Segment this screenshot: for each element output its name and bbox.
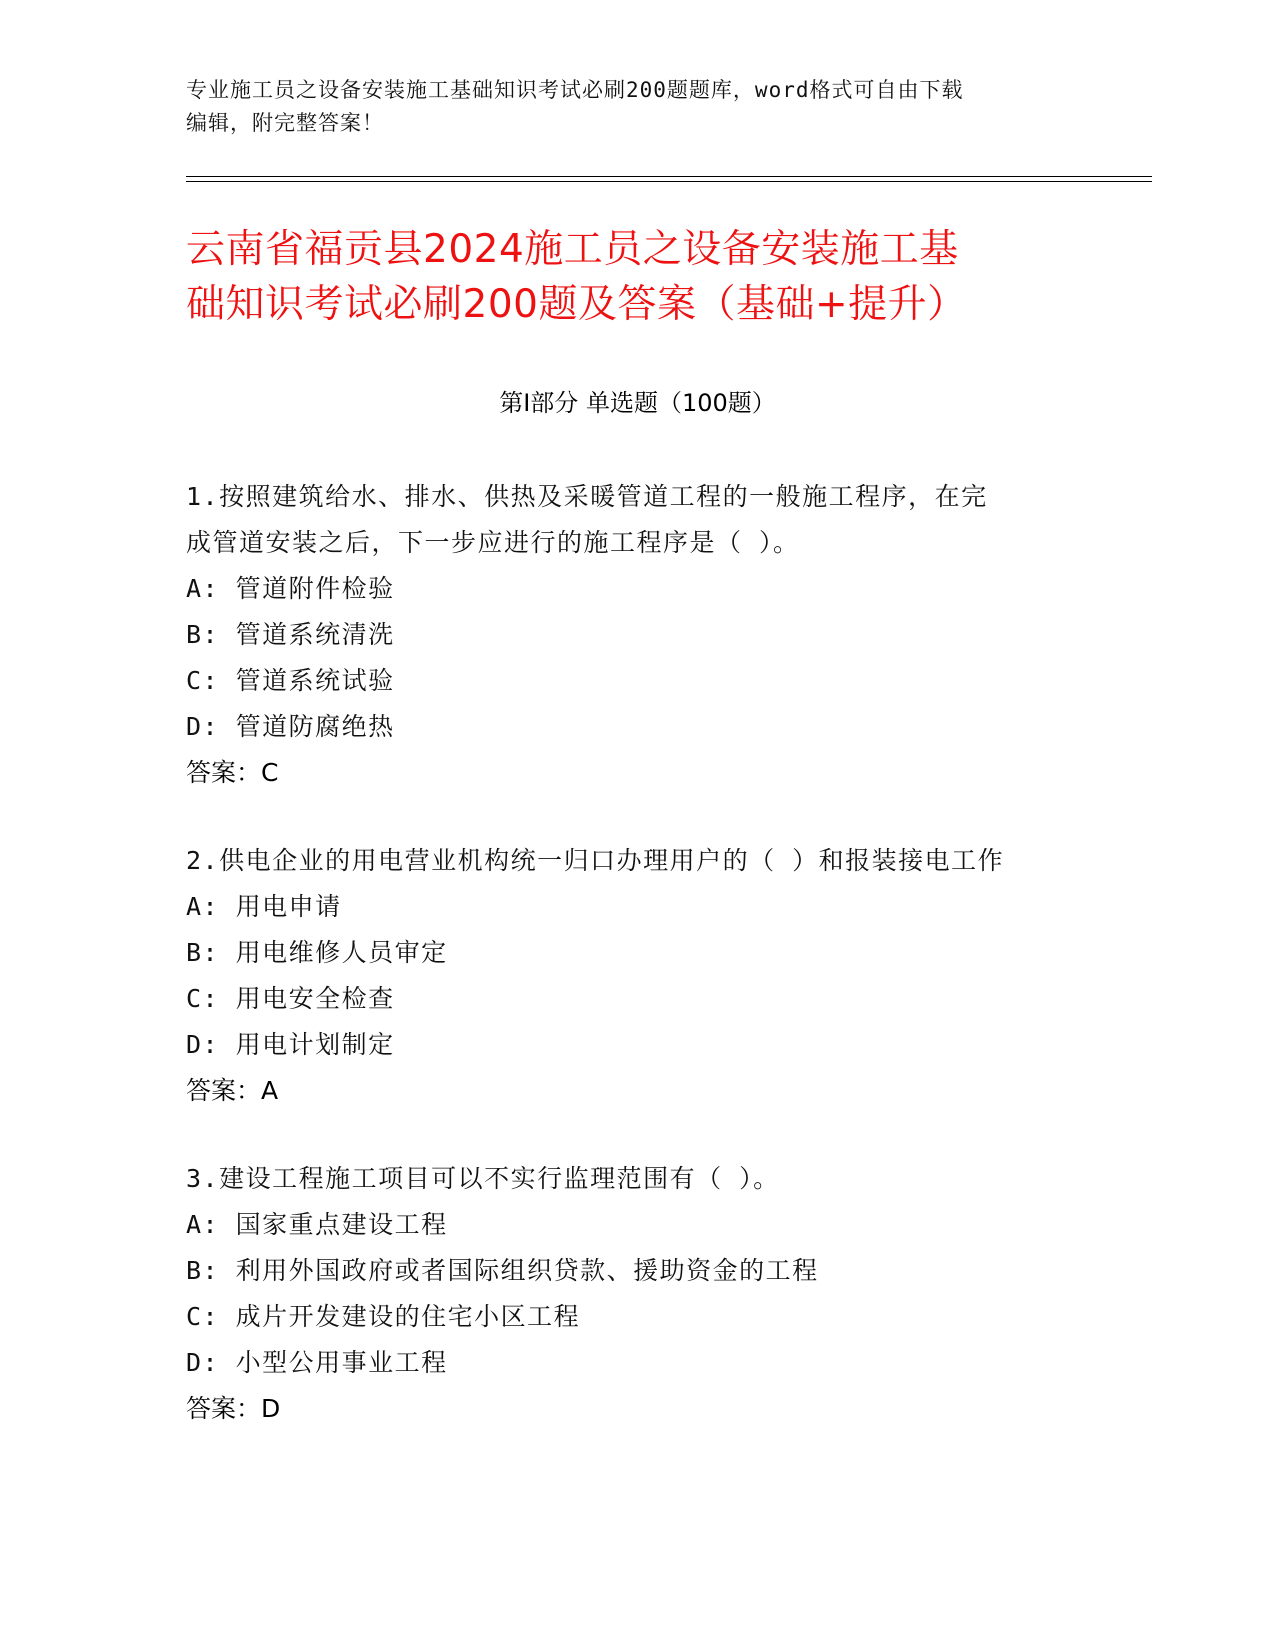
question-stem — [186, 474, 1086, 566]
option-d: D: 用电计划制定 — [186, 1030, 395, 1059]
section-title: 第Ⅰ部分 单选题（100题） — [499, 389, 776, 417]
question-stem — [186, 1156, 1086, 1202]
option-a: A: 国家重点建设工程 — [186, 1210, 448, 1239]
question-stem-line-1: 1.按照建筑给水、排水、供热及采暖管道工程的一般施工程序，在完 — [186, 482, 988, 511]
question-1 — [186, 474, 1086, 796]
option-c: C: 成片开发建设的住宅小区工程 — [186, 1302, 581, 1331]
option-b: B: 管道系统清洗 — [186, 620, 395, 649]
question-2 — [186, 838, 1086, 1114]
header-divider-bottom — [186, 181, 1152, 182]
header-note — [186, 74, 1086, 140]
document-title — [186, 222, 1166, 332]
question-stem — [186, 838, 1086, 884]
option-a: A: 用电申请 — [186, 892, 342, 921]
option-d: D: 管道防腐绝热 — [186, 712, 395, 741]
question-3 — [186, 1156, 1086, 1432]
header-divider-top — [186, 176, 1152, 177]
option-d: D: 小型公用事业工程 — [186, 1348, 448, 1377]
option-c: C: 管道系统试验 — [186, 666, 395, 695]
document-title-line-1: 云南省福贡县2024施工员之设备安装施工基 — [186, 227, 959, 272]
answer: 答案：D — [186, 1394, 281, 1423]
answer: 答案：C — [186, 758, 279, 787]
question-stem-line-1: 2.供电企业的用电营业机构统一归口办理用户的（ ）和报装接电工作 — [186, 846, 1005, 875]
question-stem-line-1: 3.建设工程施工项目可以不实行监理范围有（ ）。 — [186, 1164, 780, 1193]
option-a: A: 管道附件检验 — [186, 574, 395, 603]
question-list — [186, 474, 1086, 1474]
header-note-line-1: 专业施工员之设备安装施工基础知识考试必刷200题题库，word格式可自由下载 — [186, 78, 964, 102]
header-note-line-2: 编辑，附完整答案！ — [186, 111, 384, 135]
document-title-line-2: 础知识考试必刷200题及答案（基础+提升） — [186, 282, 967, 327]
option-b: B: 用电维修人员审定 — [186, 938, 448, 967]
option-c: C: 用电安全检查 — [186, 984, 395, 1013]
question-stem-line-2: 成管道安装之后，下一步应进行的施工程序是（ ）。 — [186, 528, 800, 557]
option-b: B: 利用外国政府或者国际组织贷款、援助资金的工程 — [186, 1256, 819, 1285]
answer: 答案：A — [186, 1076, 279, 1105]
